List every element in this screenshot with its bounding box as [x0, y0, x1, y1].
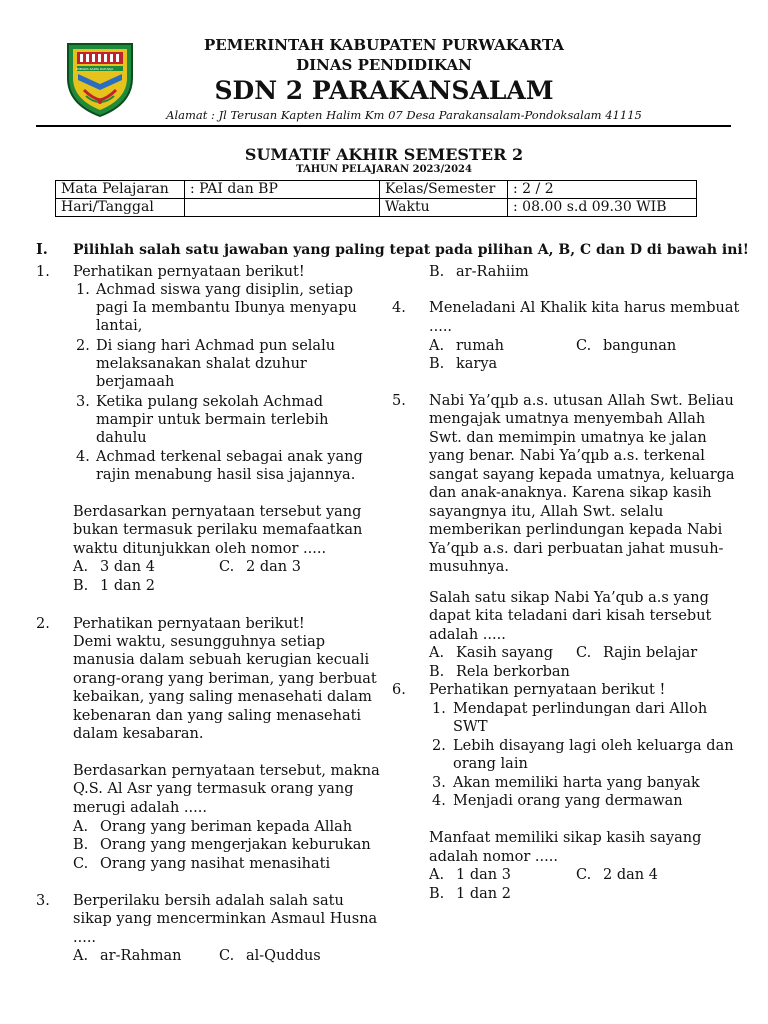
question-prompt: Berdasarkan pernyataan tersebut, makna	[73, 763, 380, 779]
option-text: ar-Rahiim	[456, 264, 529, 280]
section-number: I.	[36, 241, 48, 258]
statement-number: 4.	[76, 449, 90, 465]
statement-number: 1.	[76, 282, 90, 298]
time-value: : 08.00 s.d 09.30 WIB	[508, 199, 697, 217]
school-address: Alamat : Jl Terusan Kapten Halim Km 07 Desa Parakansalam-Pondoksalam 41115	[166, 108, 642, 122]
option-text: al-Quddus	[246, 948, 321, 964]
logo-motto: WIBAWA KARTA RAHARJA	[76, 67, 114, 71]
statement-number: 2.	[432, 738, 446, 754]
statement-text: orang lain	[453, 756, 528, 772]
statement-text: Menjadi orang yang dermawan	[453, 793, 683, 809]
question-text: sikap yang mencerminkan Asmaul Husna	[73, 911, 378, 927]
option-letter: A.	[73, 559, 89, 575]
time-label: Waktu	[380, 199, 508, 217]
statement-number: 4.	[432, 793, 446, 809]
option-text: ar-Rahman	[100, 948, 182, 964]
passage-text: musuhnya.	[429, 559, 509, 575]
date-value	[185, 199, 380, 217]
date-label: Hari/Tanggal	[56, 199, 185, 217]
statement-text: Mendapat perlindungan dari Alloh	[453, 701, 708, 717]
header-divider	[36, 125, 731, 127]
option-letter: A.	[73, 948, 89, 964]
info-row	[56, 181, 697, 199]
option-letter: B.	[429, 356, 445, 372]
question-text: Meneladani Al Khalik kita harus membuat	[429, 300, 740, 316]
option-text: 2 dan 3	[246, 559, 301, 575]
option-letter: C.	[576, 867, 592, 883]
passage-text: dalam kesabaran.	[73, 726, 204, 742]
option-text: Rajin belajar	[603, 645, 698, 661]
question-number: 5.	[392, 393, 406, 409]
option-text: Rela berkorban	[456, 664, 570, 680]
passage-text: memberikan perlindungan kepada Nabi	[429, 522, 723, 538]
option-letter: A.	[429, 867, 445, 883]
question-text: Berperilaku bersih adalah salah satu	[73, 893, 344, 909]
statement-text: Di siang hari Achmad pun selalu	[96, 338, 336, 354]
option-letter: C.	[219, 559, 235, 575]
question-prompt: Manfaat memiliki sikap kasih sayang	[429, 830, 702, 846]
question-prompt: adalah .....	[429, 627, 506, 643]
question-prompt: dapat kita teladani dari kisah tersebut	[429, 608, 712, 624]
question-text: Perhatikan pernyataan berikut !	[429, 682, 666, 698]
passage-text: dan anak-anaknya. Karena sikap kasih	[429, 485, 712, 501]
statement-text: Achmad terkenal sebagai anak yang	[96, 449, 363, 465]
statement-text: SWT	[453, 719, 488, 735]
statement-text: berjamaah	[96, 374, 175, 390]
department-name: DINAS PENDIDIKAN	[296, 56, 472, 74]
option-letter: B.	[429, 264, 445, 280]
option-text: 1 dan 2	[456, 886, 511, 902]
question-text: Perhatikan pernyataan berikut!	[73, 616, 305, 632]
option-letter: C.	[219, 948, 235, 964]
option-letter: A.	[429, 338, 445, 354]
government-name: PEMERINTAH KABUPATEN PURWAKARTA	[204, 36, 564, 54]
option-letter: B.	[73, 837, 89, 853]
option-text: rumah	[456, 338, 505, 354]
option-letter: C.	[73, 856, 89, 872]
option-text: 3 dan 4	[100, 559, 155, 575]
question-number: 1.	[36, 264, 50, 280]
passage-text: Swt. dan memimpin umatnya ke jalan	[429, 430, 707, 446]
question-prompt: Berdasarkan pernyataan tersebut yang	[73, 504, 362, 520]
statement-number: 3.	[432, 775, 446, 791]
academic-year: TAHUN PELAJARAN 2023/2024	[296, 164, 472, 175]
statement-text: rajin menabung hasil sisa jajannya.	[96, 467, 356, 483]
passage-text: sangat sayang kepada umatnya, keluarga	[429, 467, 735, 483]
school-name: SDN 2 PARAKANSALAM	[214, 76, 554, 105]
statement-text: mampir untuk bermain terlebih	[96, 412, 329, 428]
option-text: 1 dan 2	[100, 578, 155, 594]
question-prompt: Salah satu sikap Nabi Ya’qub a.s yang	[429, 590, 709, 606]
statement-text: Lebih disayang lagi oleh keluarga dan	[453, 738, 734, 754]
statement-text: pagi Ia membantu Ibunya menyapu	[96, 300, 357, 316]
question-number: 2.	[36, 616, 50, 632]
option-text: Kasih sayang	[456, 645, 554, 661]
passage-text: mengajak umatnya menyembah Allah	[429, 411, 706, 427]
question-prompt: Q.S. Al Asr yang termasuk orang yang	[73, 781, 354, 797]
statement-text: Ketika pulang sekolah Achmad	[96, 394, 324, 410]
statement-number: 1.	[432, 701, 446, 717]
question-prompt: adalah nomor .....	[429, 849, 558, 865]
question-prompt: merugi adalah .....	[73, 800, 207, 816]
question-prompt: waktu ditunjukkan oleh nomor .....	[73, 541, 327, 557]
option-letter: C.	[576, 338, 592, 354]
passage-text: kebaikan, yang saling menasehati dalam	[73, 689, 372, 705]
passage-text: manusia dalam sebuah kerugian kecuali	[73, 652, 370, 668]
option-letter: A.	[73, 819, 89, 835]
info-row	[56, 199, 697, 217]
statement-text: dahulu	[96, 430, 147, 446]
exam-title: SUMATIF AKHIR SEMESTER 2	[244, 145, 524, 164]
option-text: 2 dan 4	[603, 867, 658, 883]
option-text: Orang yang mengerjakan keburukan	[100, 837, 371, 853]
statement-text: melaksanakan shalat dzuhur	[96, 356, 307, 372]
section-instruction: Pilihlah salah satu jawaban yang paling tepat pada pilihan A, B, C dan D di bawah ini!	[73, 242, 749, 258]
subject-value: : PAI dan BP	[185, 181, 380, 199]
passage-text: kebenaran dan yang saling menasehati	[73, 708, 362, 724]
statement-text: Achmad siswa yang disiplin, setiap	[96, 282, 353, 298]
exam-info-table	[55, 180, 697, 217]
question-prompt: bukan termasuk perilaku memafaatkan	[73, 522, 363, 538]
passage-text: yang benar. Nabi Ya’qµb a.s. terkenal	[429, 448, 705, 464]
statement-number: 3.	[76, 394, 90, 410]
subject-label: Mata Pelajaran	[56, 181, 185, 199]
question-text: .....	[429, 319, 453, 335]
statement-text: Akan memiliki harta yang banyak	[453, 775, 700, 791]
passage-text: Demi waktu, sesungguhnya setiap	[73, 634, 326, 650]
question-number: 6.	[392, 682, 406, 698]
option-letter: B.	[429, 664, 445, 680]
passage-text: Ya’qµb a.s. dari perbuatan jahat musuh-	[429, 541, 724, 557]
passage-text: sayangnya itu, Allah Swt. selalu	[429, 504, 664, 520]
statement-number: 2.	[76, 338, 90, 354]
option-letter: C.	[576, 645, 592, 661]
question-text: .....	[73, 930, 97, 946]
option-text: Orang yang nasihat menasihati	[100, 856, 331, 872]
option-text: bangunan	[603, 338, 677, 354]
question-text: Perhatikan pernyataan berikut!	[73, 264, 305, 280]
option-letter: B.	[73, 578, 89, 594]
statement-text: lantai,	[96, 318, 143, 334]
option-text: Orang yang beriman kepada Allah	[100, 819, 353, 835]
passage-text: Nabi Ya’qµb a.s. utusan Allah Swt. Beliau	[429, 393, 734, 409]
option-letter: A.	[429, 645, 445, 661]
question-number: 4.	[392, 300, 406, 316]
option-text: karya	[456, 356, 498, 372]
option-text: 1 dan 3	[456, 867, 511, 883]
question-number: 3.	[36, 893, 50, 909]
class-label: Kelas/Semester	[380, 181, 508, 199]
class-value: : 2 / 2	[508, 181, 697, 199]
option-letter: B.	[429, 886, 445, 902]
passage-text: orang-orang yang beriman, yang berbuat	[73, 671, 377, 687]
